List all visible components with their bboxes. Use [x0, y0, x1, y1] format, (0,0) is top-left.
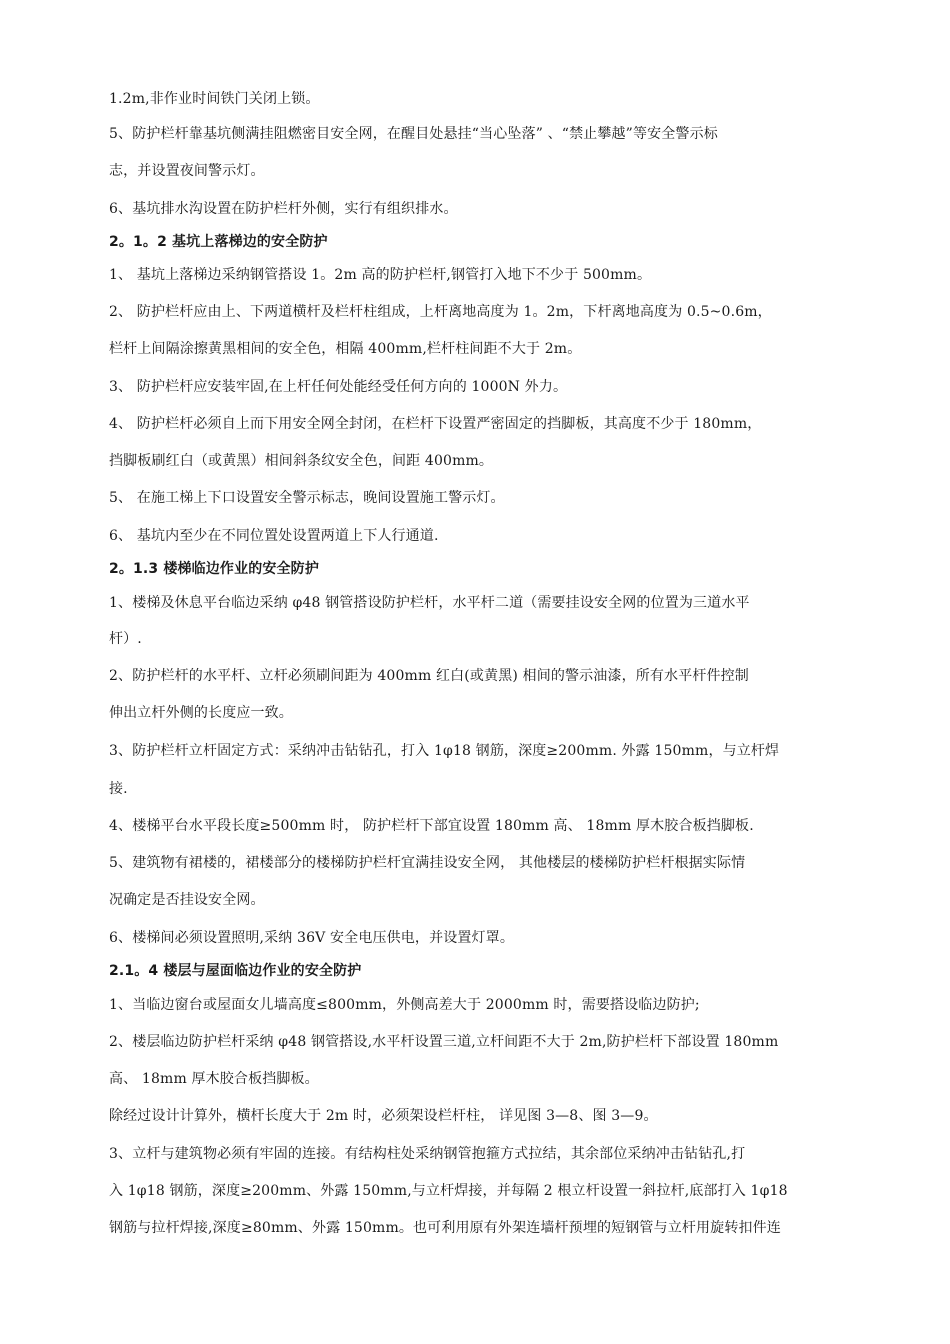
text-line: 杆）. [109, 631, 142, 647]
text-line: 4、楼梯平台水平段长度≥500mm 时， 防护栏杆下部宜设置 180mm 高、 18mm 厚木胶合板挡脚板. [109, 818, 754, 834]
text-line: 入 1φ18 钢筋，深度≥200mm、外露 150mm,与立杆焊接，并每隔 2 根立杆设置一斜拉杆,底部打入 1φ18 [109, 1183, 788, 1199]
section-heading: 2。1。2 基坑上落梯边的安全防护 [109, 234, 328, 250]
text-line: 5、防护栏杆靠基坑侧满挂阻燃密目安全网，在醒目处悬挂“当心坠落” 、“禁止攀越”等安全警示标 [109, 126, 718, 142]
text-line: 栏杆上间隔涂擦黄黑相间的安全色，相隔 400mm,栏杆柱间距不大于 2m。 [109, 341, 582, 357]
text-line: 2、楼层临边防护栏杆采纳 φ48 钢管搭设,水平杆设置三道,立杆间距不大于 2m,防护栏杆下部设置 180mm [109, 1034, 779, 1050]
text-line: 接. [109, 781, 128, 797]
text-line: 5、 在施工梯上下口设置安全警示标志，晚间设置施工警示灯。 [109, 490, 505, 506]
text-line: 3、立杆与建筑物必须有牢固的连接。有结构柱处采纳钢管抱箍方式拉结，其余部位采纳冲击钻钻孔,打 [109, 1146, 746, 1162]
text-line: 2、 防护栏杆应由上、下两道横杆及栏杆柱组成，上杆离地高度为 1。2m，下杆离地高度为 0.5~0.6m， [109, 304, 772, 320]
text-line: 1、 基坑上落梯边采纳钢管搭设 1。2m 高的防护栏杆,钢管打入地下不少于 500mm。 [109, 267, 652, 283]
text-line: 钢筋与拉杆焊接,深度≥80mm、外露 150mm。也可利用原有外架连墙杆预埋的短钢管与立杆用旋转扣件连 [109, 1220, 781, 1236]
text-line: 志，并设置夜间警示灯。 [109, 163, 265, 179]
section-heading: 2。1.3 楼梯临边作业的安全防护 [109, 561, 319, 577]
text-line: 1、当临边窗台或屋面女儿墙高度≤800mm，外侧高差大于 2000mm 时，需要搭设临边防护; [109, 997, 700, 1013]
section-heading: 2.1。4 楼层与屋面临边作业的安全防护 [109, 963, 362, 979]
text-line: 2、防护栏杆的水平杆、立杆必须刷间距为 400mm 红白(或黄黑) 相间的警示油漆，所有水平杆件控制 [109, 668, 749, 684]
text-line: 况确定是否挂设安全网。 [109, 892, 265, 908]
text-line: 3、 防护栏杆应安装牢固,在上杆任何处能经受任何方向的 1000N 外力。 [109, 379, 568, 395]
text-line: 伸出立杆外侧的长度应一致。 [109, 705, 293, 721]
text-line: 3、防护栏杆立杆固定方式：采纳冲击钻钻孔，打入 1φ18 钢筋，深度≥200mm. 外露 150mm，与立杆焊 [109, 743, 780, 759]
text-line: 6、基坑排水沟设置在防护栏杆外侧，实行有组织排水。 [109, 201, 458, 217]
text-line: 6、 基坑内至少在不同位置处设置两道上下人行通道. [109, 528, 439, 544]
text-line: 除经过设计计算外，横杆长度大于 2m 时，必须架设栏杆柱， 详见图 3—8、图 3—9。 [109, 1108, 658, 1124]
text-line: 6、楼梯间必须设置照明,采纳 36V 安全电压供电，并设置灯罩。 [109, 930, 514, 946]
text-line: 1.2m,非作业时间铁门关闭上锁。 [109, 91, 320, 107]
text-line: 5、建筑物有裙楼的，裙楼部分的楼梯防护栏杆宜满挂设安全网， 其他楼层的楼梯防护栏杆根据实际情 [109, 855, 746, 871]
text-line: 挡脚板刷红白（或黄黑）相间斜条纹安全色，间距 400mm。 [109, 453, 494, 469]
text-line: 高、 18mm 厚木胶合板挡脚板。 [109, 1071, 319, 1087]
text-line: 4、 防护栏杆必须自上而下用安全网全封闭，在栏杆下设置严密固定的挡脚板，其高度不少于 180mm， [109, 416, 762, 432]
text-line: 1、楼梯及休息平台临边采纳 φ48 钢管搭设防护栏杆，水平杆二道（需要挂设安全网的位置为三道水平 [109, 595, 750, 611]
